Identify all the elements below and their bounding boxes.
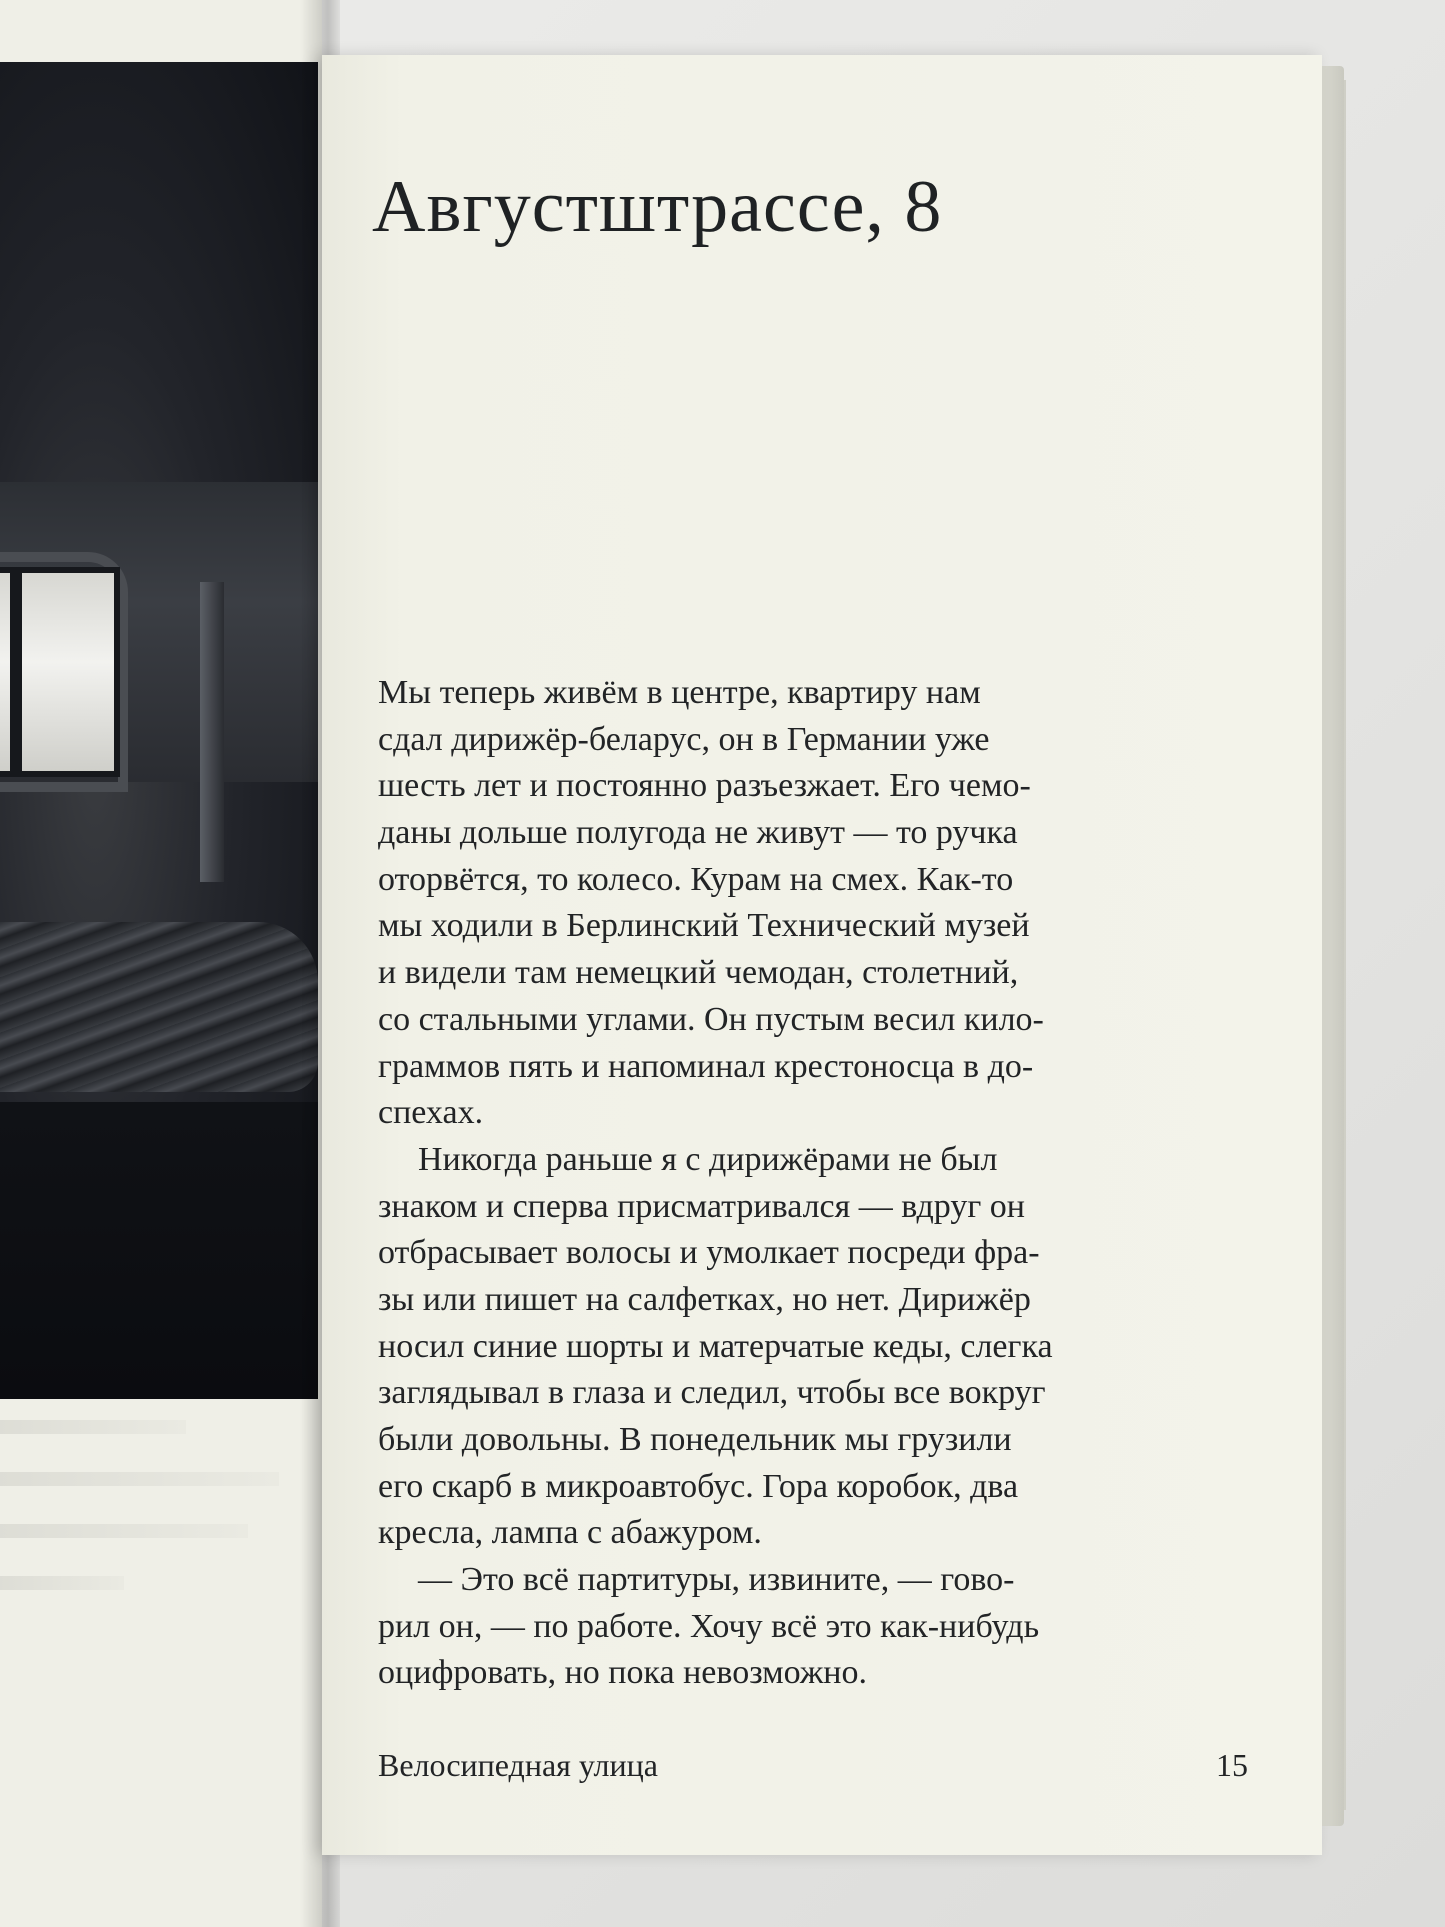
photo-window: [0, 567, 120, 777]
text-line: даны дольше полугода не живут — то ручка: [378, 814, 1018, 852]
text-line: кресла, лампа с абажуром.: [378, 1514, 762, 1552]
body-text: [378, 670, 1248, 1697]
show-through-line: [0, 1420, 186, 1434]
paragraph: [378, 1557, 1248, 1697]
text-line: шесть лет и постоянно разъезжает. Его чемо-: [378, 767, 1031, 805]
text-line: оцифровать, но пока невозможно.: [378, 1654, 867, 1692]
text-line: заглядывал в глаза и следил, чтобы все вокруг: [378, 1374, 1046, 1412]
paragraph: [378, 670, 1248, 1137]
room-photo: [0, 62, 318, 1337]
text-line: спехах.: [378, 1094, 484, 1132]
text-line: зы или пишет на салфетках, но нет. Дирижёр: [378, 1280, 1031, 1318]
paragraph: [378, 1137, 1248, 1557]
text-line: и видели там немецкий чемодан, столетний,: [378, 954, 1019, 992]
right-page: [322, 55, 1322, 1855]
text-line: — Это всё партитуры, извините, — гово-: [418, 1561, 1015, 1599]
text-line: оторвётся, то колесо. Курам на смех. Как-то: [378, 860, 1014, 898]
text-line: знаком и сперва присматривался — вдруг он: [378, 1187, 1025, 1225]
text-line: мы ходили в Берлинский Технический музей: [378, 907, 1030, 945]
text-line: Никогда раньше я с дирижёрами не был: [418, 1140, 998, 1178]
photo-wall-edge: [200, 582, 224, 882]
text-line: Мы теперь живём в центре, квартиру нам: [378, 674, 981, 711]
text-line: его скарб в микроавтобус. Гора коробок, два: [378, 1467, 1019, 1505]
page-number: 15: [1216, 1747, 1248, 1783]
show-through-line: [0, 1524, 248, 1538]
text-line: со стальными углами. Он пустым весил кило-: [378, 1000, 1044, 1038]
photo-floor-shadow: [0, 1102, 318, 1399]
photo-draped-fabric: [0, 922, 318, 1092]
running-head: Велосипедная улица: [378, 1747, 658, 1783]
text-line: отбрасывает волосы и умолкает посреди фра-: [378, 1234, 1040, 1272]
chapter-title: Августштрассе, 8: [372, 166, 943, 248]
text-line: носил синие шорты и матерчатые кеды, слегка: [378, 1327, 1053, 1365]
show-through-text: [0, 1420, 310, 1628]
text-line: были довольны. В понедельник мы грузили: [378, 1421, 1012, 1458]
show-through-line: [0, 1576, 124, 1590]
text-line: рил он, — по работе. Хочу всё это как-нибудь: [378, 1607, 1040, 1645]
left-page: [0, 0, 322, 1927]
text-line: граммов пять и напоминал крестоносца в до-: [378, 1047, 1034, 1085]
photo-window-bar: [10, 573, 22, 771]
show-through-line: [0, 1472, 279, 1486]
text-line: сдал дирижёр-беларус, он в Германии уже: [378, 720, 990, 758]
